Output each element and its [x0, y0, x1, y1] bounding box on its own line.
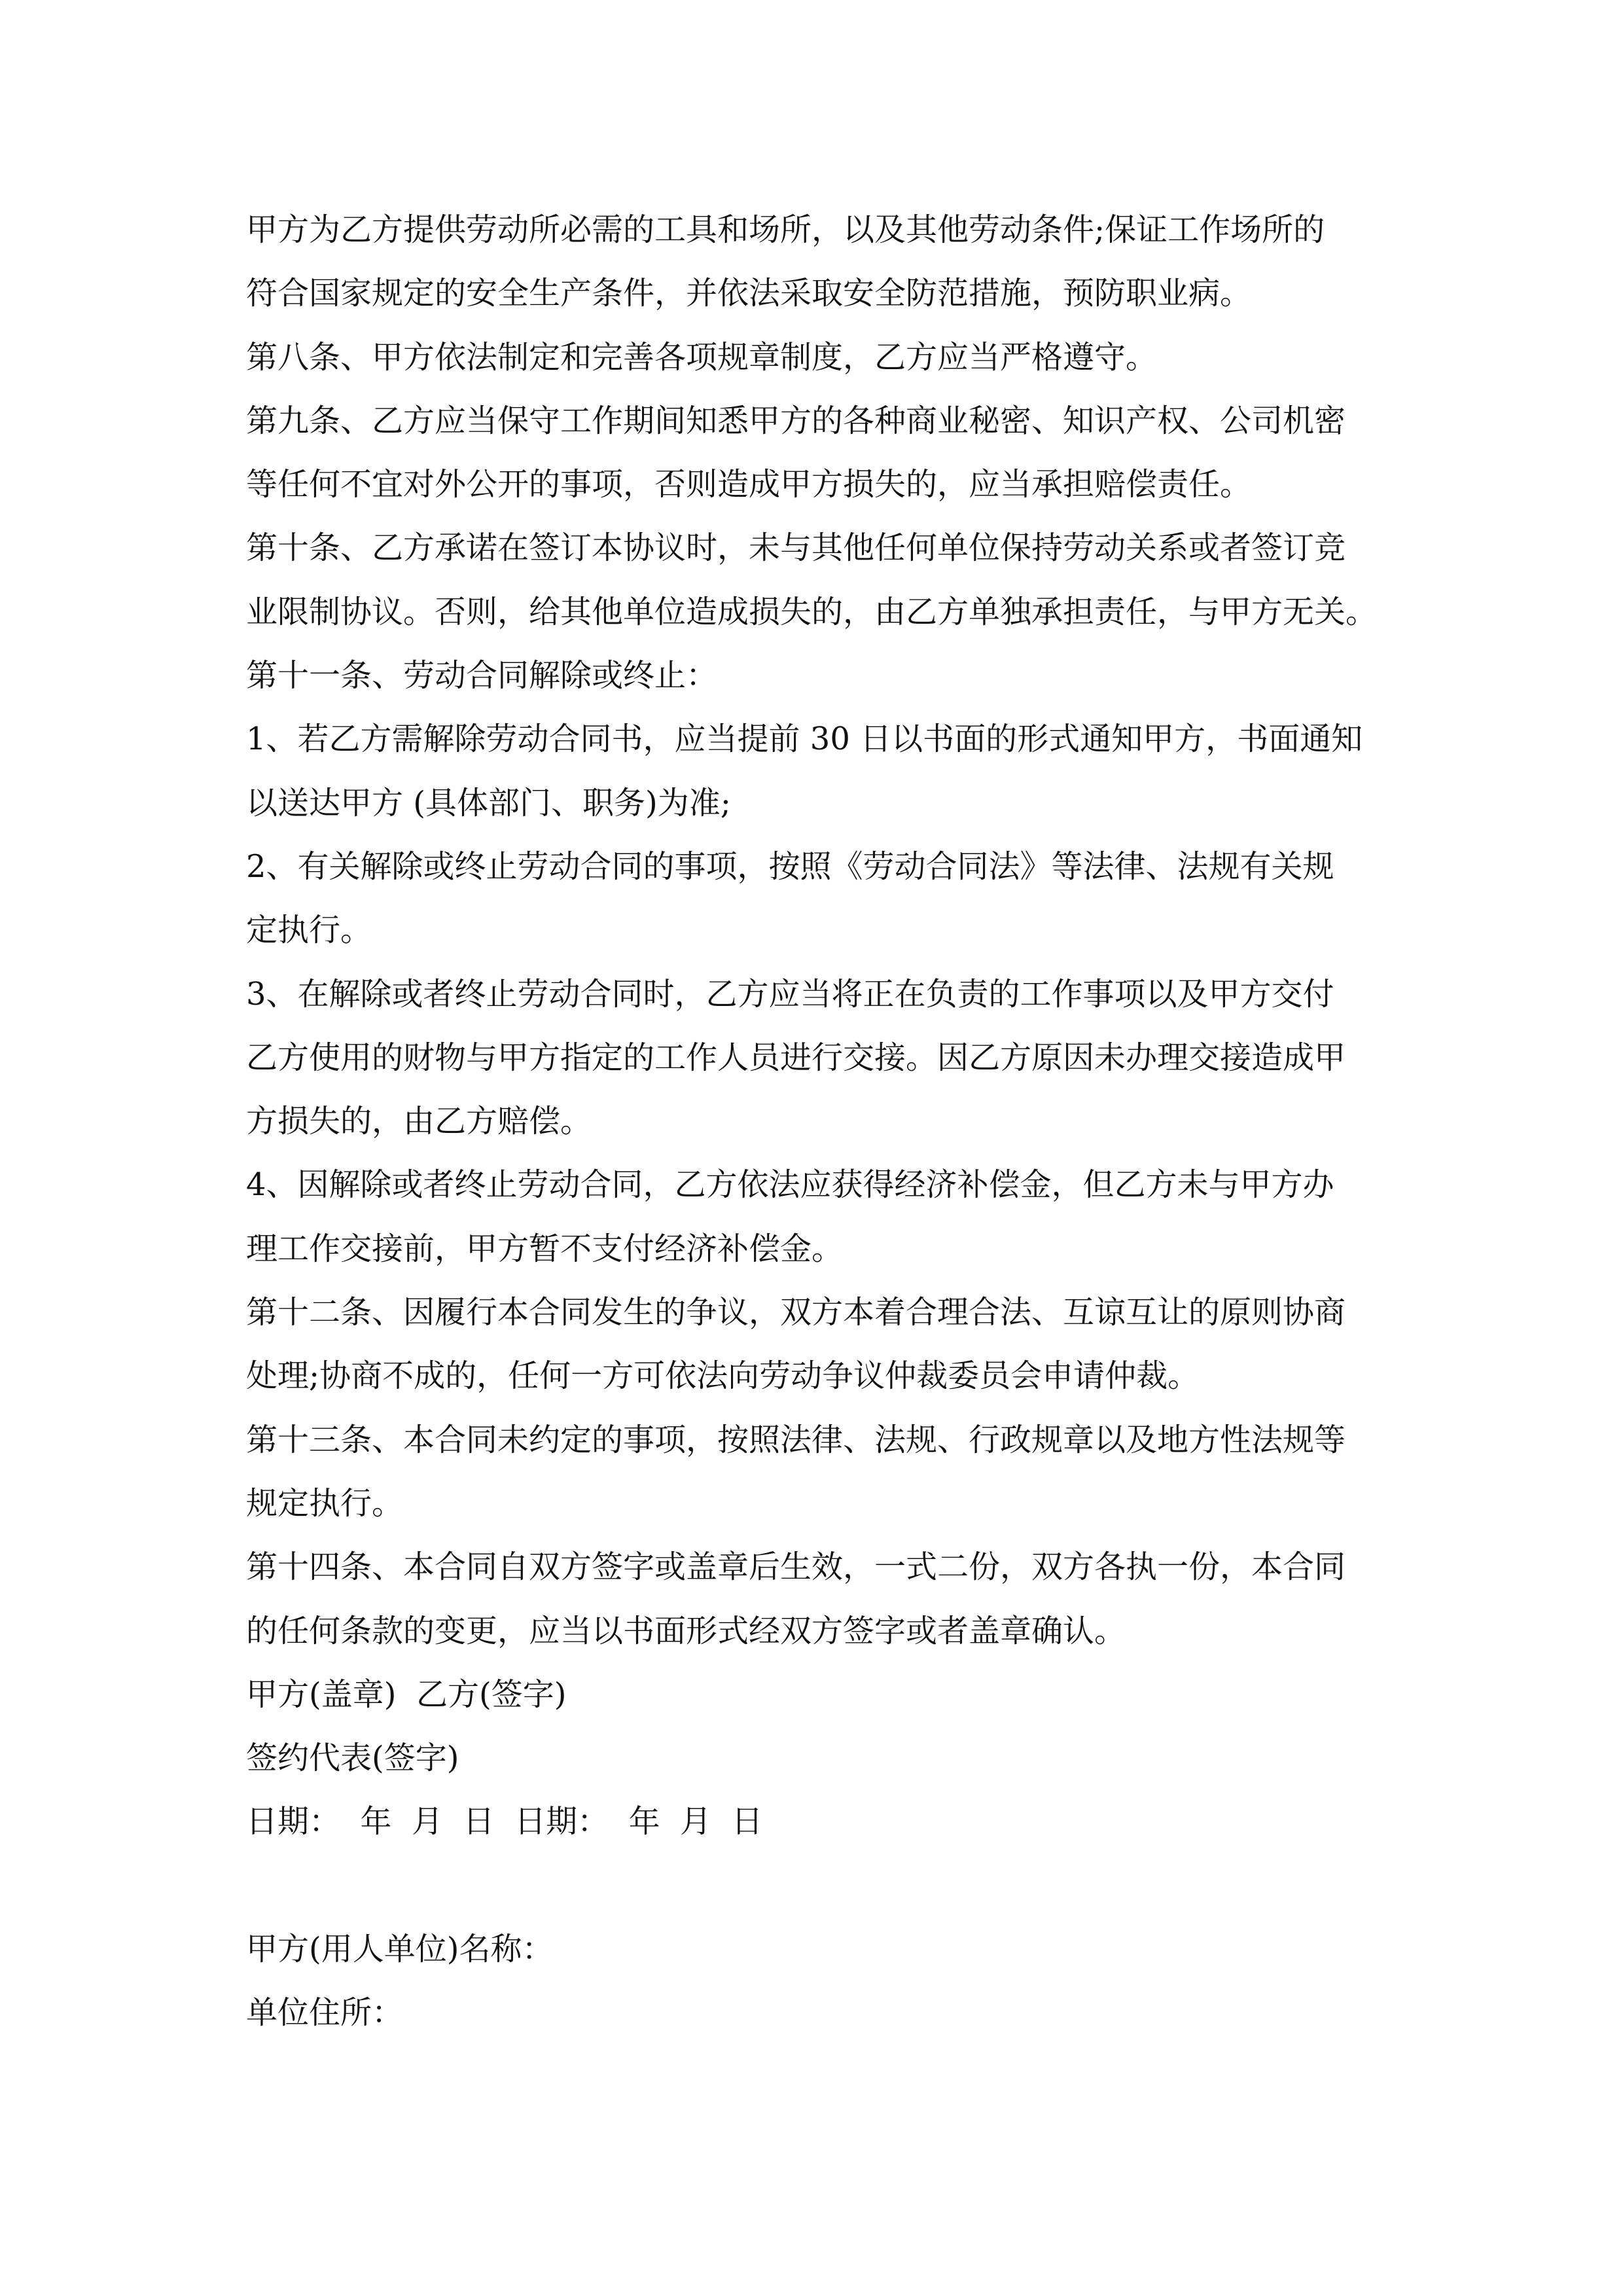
text-line: 1、若乙方需解除劳动合同书，应当提前 30 日以书面的形式通知甲方，书面通知: [246, 721, 1363, 758]
employer-name-label: 甲方(用人单位)名称：: [246, 1931, 554, 1968]
signature-representative: [246, 1727, 1385, 1790]
text-line: 2、有关解除或终止劳动合同的事项，按照《劳动合同法》等法律、法规有关规: [246, 848, 1334, 885]
text-line: 第九条、乙方应当保守工作期间知悉甲方的各种商业秘密、知识产权、公司机密: [246, 402, 1346, 439]
text-line: 第八条、甲方依法制定和完善各项规章制度，乙方应当严格遵守。: [246, 338, 1158, 376]
text-line: 第十二条、因履行本合同发生的争议，双方本着合理合法、互谅互让的原则协商: [246, 1294, 1346, 1331]
text-line: 第十一条、劳动合同解除或终止：: [246, 657, 718, 694]
paragraph-clause-4: [246, 1153, 1385, 1281]
paragraph-work-conditions: [246, 198, 1385, 326]
text-line: 方损失的，由乙方赔偿。: [246, 1103, 592, 1140]
paragraph-article-8: [246, 326, 1385, 389]
text-line: 定执行。: [246, 912, 372, 949]
signature-parties: [246, 1663, 1385, 1727]
text-line: 以送达甲方 (具体部门、职务)为准;: [246, 784, 731, 821]
paragraph-article-12: [246, 1281, 1385, 1408]
paragraph-article-13: [246, 1408, 1385, 1536]
employer-info: [246, 1918, 1385, 2045]
paragraph-clause-1: [246, 708, 1385, 835]
paragraph-clause-3: [246, 963, 1385, 1154]
text-line: 签约代表(签字): [246, 1740, 459, 1777]
text-line: 第十四条、本合同自双方签字或盖章后生效，一式二份，双方各执一份，本合同: [246, 1549, 1346, 1586]
employer-address-label: 单位住所：: [246, 1994, 404, 2032]
paragraph-article-11-heading: [246, 644, 1385, 708]
text-line: 4、因解除或者终止劳动合同，乙方依法应获得经济补偿金，但乙方未与甲方办: [246, 1166, 1334, 1204]
text-line: 第十三条、本合同未约定的事项，按照法律、法规、行政规章以及地方性法规等: [246, 1421, 1346, 1458]
paragraph-article-14: [246, 1535, 1385, 1663]
text-line: 乙方使用的财物与甲方指定的工作人员进行交接。因乙方原因未办理交接造成甲: [246, 1039, 1346, 1076]
text-line: 甲方为乙方提供劳动所必需的工具和场所，以及其他劳动条件;保证工作场所的: [246, 211, 1325, 248]
text-line: 3、在解除或者终止劳动合同时，乙方应当将正在负责的工作事项以及甲方交付: [246, 975, 1334, 1013]
text-line: 等任何不宜对外公开的事项，否则造成甲方损失的，应当承担赔偿责任。: [246, 466, 1252, 503]
signature-dates: [246, 1790, 1385, 1854]
text-line: 规定执行。: [246, 1484, 404, 1522]
blank-line: [246, 1854, 1385, 1918]
document-body: [246, 198, 1385, 2045]
text-line: 甲方(盖章) 乙方(签字): [246, 1676, 567, 1713]
paragraph-article-10: [246, 516, 1385, 644]
text-line: 理工作交接前，甲方暂不支付经济补偿金。: [246, 1230, 844, 1267]
text-line: 符合国家规定的安全生产条件，并依法采取安全防范措施，预防职业病。: [246, 275, 1252, 312]
paragraph-article-9: [246, 389, 1385, 517]
text-line: 处理;协商不成的，任何一方可依法向劳动争议仲裁委员会申请仲裁。: [246, 1357, 1200, 1395]
text-line: 的任何条款的变更，应当以书面形式经双方签字或者盖章确认。: [246, 1612, 1126, 1649]
text-line: 日期： 年 月 日 日期： 年 月 日: [246, 1803, 763, 1840]
text-line: 第十条、乙方承诺在签订本协议时，未与其他任何单位保持劳动关系或者签订竞: [246, 529, 1346, 567]
text-line: 业限制协议。否则，给其他单位造成损失的，由乙方单独承担责任，与甲方无关。: [246, 593, 1378, 630]
paragraph-clause-2: [246, 835, 1385, 963]
